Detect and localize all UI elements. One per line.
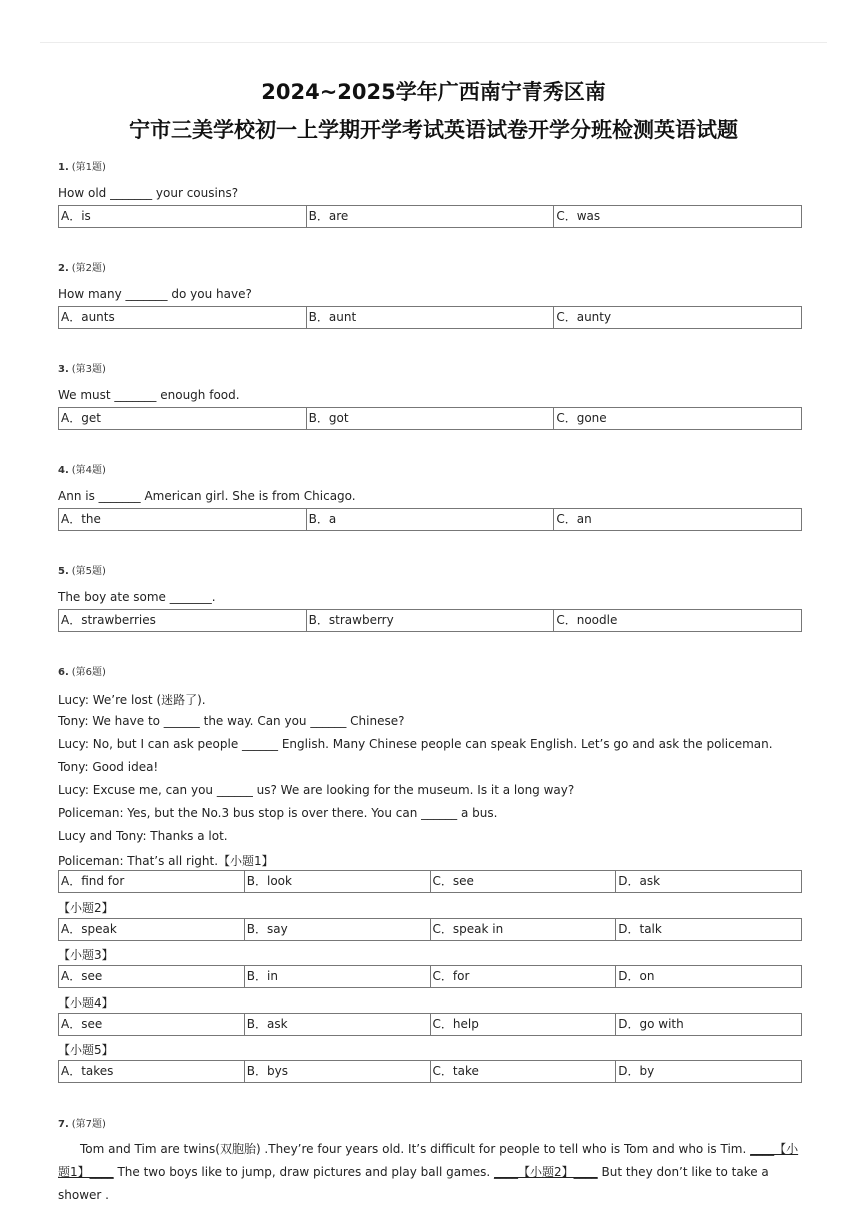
blank-1[interactable]: ____【小题1】____ <box>58 1142 799 1179</box>
subquestion-3-options <box>58 965 802 988</box>
subquestion-1-options <box>58 870 802 893</box>
option-b[interactable]: B．look <box>244 871 430 892</box>
passage-text: But they don’t like to take a shower . <box>58 1165 769 1202</box>
question-3-options <box>58 407 802 430</box>
option-c[interactable]: C．an <box>553 509 801 530</box>
option-b[interactable]: B．a <box>306 509 554 530</box>
question-4-options <box>58 508 802 531</box>
option-a[interactable]: A．takes <box>61 1064 114 1078</box>
dialogue-line: Tony: Good idea! <box>58 760 159 774</box>
option-b[interactable]: B．bys <box>244 1061 430 1082</box>
option-c[interactable]: C．for <box>430 966 616 987</box>
question-3-number: 3. (第3题) <box>58 364 106 375</box>
option-b[interactable]: B．aunt <box>306 307 554 328</box>
option-b[interactable]: B．got <box>306 408 554 429</box>
option-a[interactable]: A．is <box>61 209 91 223</box>
question-5-options <box>58 609 802 632</box>
subquestion-5-options <box>58 1060 802 1083</box>
subquestion-5-label: 【小题5】 <box>58 1043 114 1057</box>
question-2-number: 2. (第2题) <box>58 263 106 274</box>
option-a[interactable]: A．get <box>61 411 101 425</box>
question-4-stem: Ann is _______ American girl. She is from Chicago. <box>58 489 356 503</box>
option-b[interactable]: B．in <box>244 966 430 987</box>
option-c[interactable]: C．was <box>553 206 801 227</box>
question-6-number: 6. (第6题) <box>58 667 106 678</box>
option-c[interactable]: C．take <box>430 1061 616 1082</box>
option-b[interactable]: B．say <box>244 919 430 940</box>
option-a[interactable]: A．aunts <box>61 310 115 324</box>
option-b[interactable]: B．ask <box>244 1014 430 1035</box>
question-1-stem: How old _______ your cousins? <box>58 186 239 200</box>
question-1-number: 1. (第1题) <box>58 162 106 173</box>
dialogue-line: Tony: We have to ______ the way. Can you ______ Chinese? <box>58 714 405 728</box>
question-2-options <box>58 306 802 329</box>
blank-2[interactable]: ____【小题2】____ <box>494 1165 598 1179</box>
dialogue-line: Lucy: Excuse me, can you ______ us? We are looking for the museum. Is it a long way? <box>58 783 575 797</box>
option-d[interactable]: D．on <box>615 966 801 987</box>
passage-text: The two boys like to jump, draw pictures and play ball games. <box>117 1165 491 1179</box>
question-3-stem: We must _______ enough food. <box>58 388 240 402</box>
dialogue-line: Policeman: That’s all right.【小题1】 <box>58 854 274 868</box>
subquestion-2-options <box>58 918 802 941</box>
page-title-line2: 宁市三美学校初一上学期开学考试英语试卷开学分班检测英语试题 <box>129 118 738 142</box>
passage-text: Tom and Tim are twins(双胞胎) .They’re four years old. It’s difficult for people to tell who is Tom and who is Tim. <box>80 1142 747 1156</box>
dialogue-line: Policeman: Yes, but the No.3 bus stop is over there. You can ______ a bus. <box>58 806 498 820</box>
option-c[interactable]: C．see <box>430 871 616 892</box>
option-c[interactable]: C．help <box>430 1014 616 1035</box>
option-a[interactable]: A．find for <box>61 874 125 888</box>
option-b[interactable]: B．are <box>306 206 554 227</box>
option-a[interactable]: A．see <box>61 969 103 983</box>
question-7-passage <box>58 1138 802 1207</box>
dialogue-line: Lucy and Tony: Thanks a lot. <box>58 829 228 843</box>
dialogue-line: Lucy: We’re lost (迷路了). <box>58 693 206 707</box>
question-2-stem: How many _______ do you have? <box>58 287 252 301</box>
subquestion-3-label: 【小题3】 <box>58 948 114 962</box>
option-d[interactable]: D．ask <box>615 871 801 892</box>
subquestion-4-options <box>58 1013 802 1036</box>
top-divider <box>40 42 827 43</box>
page-title-line1: 2024~2025学年广西南宁青秀区南 <box>261 80 606 104</box>
option-c[interactable]: C．aunty <box>553 307 801 328</box>
subquestion-4-label: 【小题4】 <box>58 996 114 1010</box>
question-4-number: 4. (第4题) <box>58 465 106 476</box>
option-a[interactable]: A．the <box>61 512 101 526</box>
question-1-options <box>58 205 802 228</box>
option-c[interactable]: C．gone <box>553 408 801 429</box>
subquestion-2-label: 【小题2】 <box>58 901 114 915</box>
option-b[interactable]: B．strawberry <box>306 610 554 631</box>
option-c[interactable]: C．noodle <box>553 610 801 631</box>
question-5-number: 5. (第5题) <box>58 566 106 577</box>
option-d[interactable]: D．go with <box>615 1014 801 1035</box>
option-a[interactable]: A．speak <box>61 922 117 936</box>
option-a[interactable]: A．see <box>61 1017 103 1031</box>
option-d[interactable]: D．by <box>615 1061 801 1082</box>
option-d[interactable]: D．talk <box>615 919 801 940</box>
question-5-stem: The boy ate some _______. <box>58 590 216 604</box>
option-a[interactable]: A．strawberries <box>61 613 156 627</box>
dialogue-line: Lucy: No, but I can ask people ______ English. Many Chinese people can speak English. Let’s go and ask the policeman. <box>58 737 773 751</box>
question-7-number: 7. (第7题) <box>58 1119 106 1130</box>
option-c[interactable]: C．speak in <box>430 919 616 940</box>
